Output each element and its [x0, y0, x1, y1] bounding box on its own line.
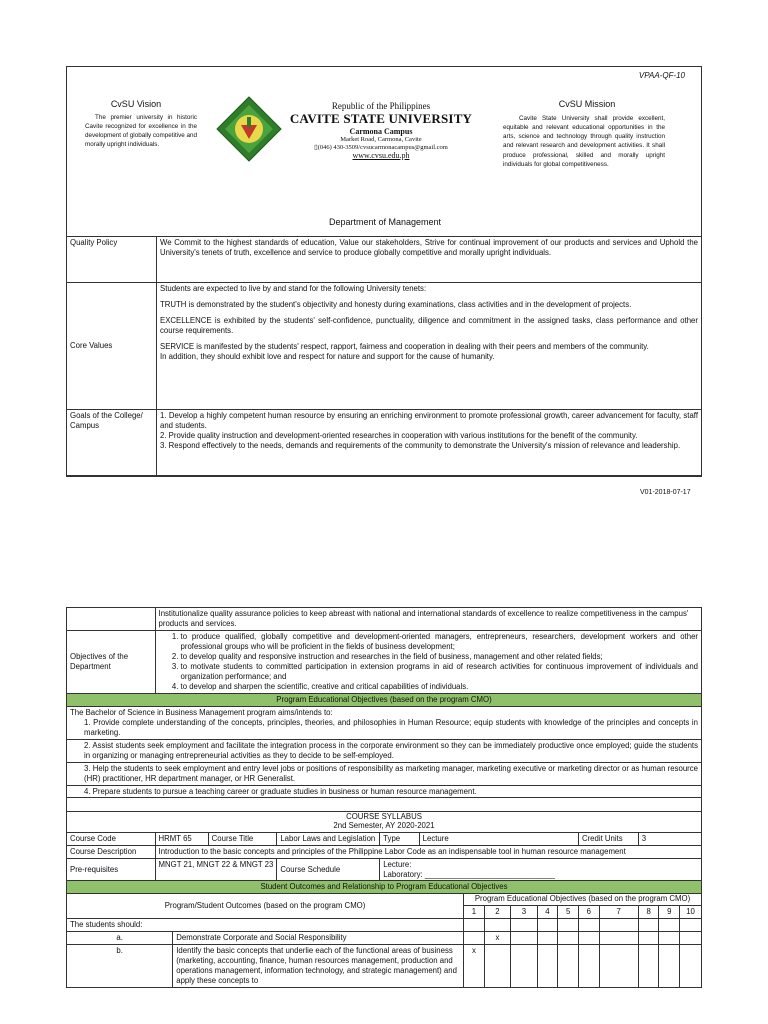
credit-units-label: Credit Units — [578, 832, 638, 845]
outcome-mark — [680, 944, 702, 987]
table-row — [67, 881, 702, 894]
goals-list — [157, 410, 702, 476]
prerequisites: MNGT 21, MNGT 22 & MNGT 23 — [155, 858, 277, 881]
table-row — [67, 785, 702, 798]
policy-table — [66, 236, 702, 476]
syllabus-heading — [67, 812, 702, 832]
outcome-mark — [537, 931, 558, 944]
table-row — [67, 693, 702, 706]
quality-policy-text: We Commit to the highest standards of education, Value our stakeholders, Strive for continual improvement of our products and services and Uphold the University's tenets of truth, excellence and service to produce globally competitive and morally upright individuals. — [157, 237, 702, 283]
outcome-mark — [680, 931, 702, 944]
mission-title: CvSU Mission — [558, 99, 616, 109]
table-row — [67, 237, 702, 283]
department-title: Department of Management — [328, 217, 442, 227]
goal-item: 2. Provide quality instruction and development-oriented researches in cooperation with various institutions for the benefit of the community. — [160, 430, 638, 440]
peo-number: 3 — [511, 906, 537, 919]
outcome-mark — [537, 944, 558, 987]
peo-number: 10 — [680, 906, 702, 919]
document-code: VPAA-QF-10 — [638, 71, 685, 80]
course-code-label: Course Code — [67, 832, 156, 845]
outcome-letter: a. — [67, 931, 173, 944]
outcome-text: Demonstrate Corporate and Social Responsibility — [173, 931, 464, 944]
outcome-mark — [659, 944, 680, 987]
peo-number: 6 — [578, 906, 599, 919]
peo-number: 2 — [484, 906, 510, 919]
mission-text: Cavite State University shall provide excellent, equitable and relevant educational opportunities in the arts, science and technology through quality instruction and relevant research and development activities. It shall produce professional, skilled and morally upright individuals for global competitiveness. — [503, 115, 665, 168]
website-link[interactable]: www.cvsu.edu.ph — [352, 151, 410, 160]
outcome-mark — [638, 931, 659, 944]
table-row — [67, 845, 702, 858]
table-row — [67, 410, 702, 476]
vision-title: CvSU Vision — [110, 99, 162, 109]
list-item: 1. to produce qualified, globally competitive and development-oriented managers, entrepreneurs, researchers, development workers and other professional groups who will be proficient in the fields of business development; — [181, 632, 698, 652]
course-schedule-label: Course Schedule — [277, 858, 380, 881]
course-title: Labor Laws and Legislation — [277, 832, 380, 845]
laboratory-schedule: Laboratory: ______________________________ — [383, 869, 555, 879]
outcome-mark: x — [484, 931, 510, 944]
core-values-label: Core Values — [67, 283, 157, 410]
peo-item: 2. Assist students seek employment and facilitate the integration process in the corporate environment so they can be immediately productive once employed; guide the students in organizing or managing entrepreneurial activities as they to decide to be self-employed. — [67, 739, 702, 762]
peo-number: 4 — [537, 906, 558, 919]
prerequisites-label: Pre-requisites — [67, 858, 156, 881]
campus-address: Market Road, Carmona, Cavite — [340, 136, 422, 143]
peo-number: 8 — [638, 906, 659, 919]
list-item: 2. to develop quality and responsive instruction and researches in the field of business, management and other related fields; — [181, 652, 698, 662]
course-schedule — [380, 858, 702, 881]
peo-column-header: Program Educational Objectives (based on the program CMO) — [464, 894, 702, 906]
students-should: The students should: — [67, 918, 464, 931]
peo-item: 1. Provide complete understanding of the concepts, principles, theories, and philosophies in Human Resource; equip students with knowledge of the principles and concepts in marketing. — [84, 717, 698, 737]
course-code: HRMT 65 — [155, 832, 208, 845]
campus-name: Carmona Campus — [349, 127, 413, 136]
goals-label: Goals of the College/ Campus — [67, 410, 157, 476]
type-label: Type — [380, 832, 419, 845]
course-type: Lecture — [419, 832, 578, 845]
quality-policy-label: Quality Policy — [67, 237, 157, 283]
objectives-list — [155, 630, 701, 693]
core-value-service: SERVICE is manifested by the students' respect, rapport, fairness and cooperation in dealing with their peers and members of the community. — [160, 341, 649, 351]
outcome-mark — [638, 944, 659, 987]
table-row — [67, 944, 702, 987]
core-values-text — [157, 283, 702, 410]
outcome-mark — [511, 944, 537, 987]
outcome-mark — [578, 931, 599, 944]
lecture-schedule: Lecture: — [383, 859, 412, 869]
peo-intro: The Bachelor of Science in Business Management program aims/intends to: 1. Provide complete understanding of the concepts, principles, theories, and philosophies in Human Resource; equip students with knowledge of the principles and concepts in marketing. — [67, 706, 702, 739]
core-value-addition: In addition, they should exhibit love and respect for nature and support for the cause of humanity. — [160, 351, 495, 361]
outcome-text: Identify the basic concepts that underlie each of the functional areas of business (marketing, accounting, finance, human resources management, production and operations management, information technology, and strategic management) and apply these concepts to — [173, 944, 464, 987]
university-header — [285, 101, 477, 160]
course-title-label: Course Title — [208, 832, 277, 845]
outcome-mark — [464, 931, 485, 944]
objectives-label: Objectives of the Department — [67, 630, 156, 693]
outcome-mark — [659, 931, 680, 944]
outcome-letter: b. — [67, 944, 173, 987]
syllabus-page-1 — [66, 66, 702, 477]
outcome-mark — [599, 944, 638, 987]
course-description: Introduction to the basic concepts and principles of the Philippine Labor Code as an indispensable tool in human resource management — [155, 845, 701, 858]
peo-number: 1 — [464, 906, 485, 919]
outcome-mark — [578, 944, 599, 987]
vision-text: The premier university in historic Cavite recognized for excellence in the development of globally competitive and morally upright individuals. — [85, 114, 198, 149]
course-description-label: Course Description — [67, 845, 156, 858]
table-row — [67, 608, 702, 631]
student-outcomes-band: Student Outcomes and Relationship to Program Educational Objectives — [67, 881, 702, 894]
syllabus-title: COURSE SYLLABUS — [346, 812, 422, 822]
goal-item: 3. Respond effectively to the needs, demands and requirements of the community to demonstrate the University's mission of relevance and leadership. — [160, 440, 681, 450]
core-values-intro: Students are expected to live by and stand for the following University tenets: — [160, 284, 427, 293]
outcome-mark — [599, 931, 638, 944]
core-value-truth: TRUTH is demonstrated by the student's objectivity and honesty during examinations, class activities and in the development of projects. — [160, 299, 632, 309]
outcome-mark — [558, 931, 579, 944]
table-row — [67, 812, 702, 832]
table-row — [67, 739, 702, 762]
core-value-excellence: EXCELLENCE is exhibited by the students' self-confidence, punctuality, diligence and commitment in the assigned tasks, class performance and other course requirements. — [160, 315, 698, 335]
syllabus-page-2-table — [66, 607, 702, 988]
outcome-mark — [484, 944, 510, 987]
table-row — [67, 894, 702, 906]
table-row — [67, 762, 702, 785]
peo-item: 4. Prepare students to pursue a teaching career or graduate studies in business or human resource management. — [67, 785, 702, 798]
university-name: CAVITE STATE UNIVERSITY — [289, 111, 473, 126]
peo-number: 7 — [599, 906, 638, 919]
goal-item: 1. Develop a highly competent human resource by ensuring an enriching environment to promote professional growth, career advancement for faculty, staff and students. — [160, 411, 698, 430]
peo-band: Program Educational Objectives (based on the program CMO) — [67, 693, 702, 706]
semester: 2nd Semester, AY 2020-2021 — [333, 821, 435, 831]
outcome-mark — [511, 931, 537, 944]
table-row — [67, 630, 702, 693]
credit-units: 3 — [638, 832, 701, 845]
version-code: V01-2018-07-17 — [640, 489, 691, 496]
goals-continued: Institutionalize quality assurance policies to keep abreast with national and international standards of excellence to realize competitiveness in the campus' products and services. — [155, 608, 701, 631]
table-row — [67, 798, 702, 812]
university-seal-logo — [215, 95, 283, 163]
table-row — [67, 858, 702, 881]
campus-contact: ▯(046) 430-3509/cvsucarmonacampus@gmail.com — [314, 144, 448, 151]
outcomes-column-header: Program/Student Outcomes (based on the program CMO) — [67, 894, 464, 919]
table-row — [67, 832, 702, 845]
republic-line: Republic of the Philippines — [331, 101, 431, 111]
table-row — [67, 706, 702, 739]
peo-number: 5 — [558, 906, 579, 919]
table-row — [67, 931, 702, 944]
list-item: 4. to develop and sharpen the scientific, creative and critical capabilities of individuals. — [181, 682, 698, 692]
phone-icon: ▯ — [314, 144, 318, 151]
peo-item: 3. Help the students to seek employment and entry level jobs or positions of responsibility as marketing manager, marketing executive or marketing director or as human resource (HR) practitioner, HR department manager, or HR Generalist. — [67, 762, 702, 785]
outcome-mark — [558, 944, 579, 987]
list-item: 3. to motivate students to committed participation in extension programs in aid of research activities for continuous improvement of individuals and organization performance; and — [181, 662, 698, 682]
table-row — [67, 918, 702, 931]
peo-number: 9 — [659, 906, 680, 919]
table-row — [67, 283, 702, 410]
outcome-mark: x — [464, 944, 485, 987]
